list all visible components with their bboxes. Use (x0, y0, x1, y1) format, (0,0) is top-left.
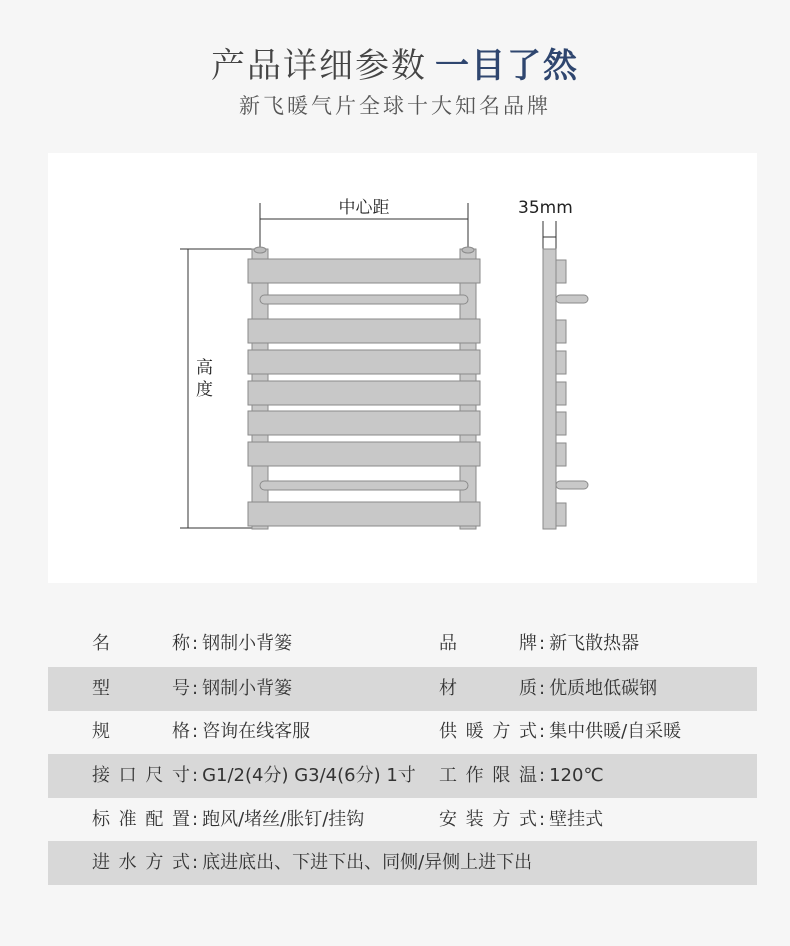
side-panel (556, 320, 566, 343)
spec-label: 进水方式 (92, 852, 190, 873)
left-cap (254, 247, 266, 253)
spec-left: 型 号 : 钢制小背篓 (92, 667, 292, 711)
title-main: 产品详细参数 (211, 46, 427, 86)
spec-label: 工作限温 (439, 765, 537, 786)
spec-label: 品 牌 (439, 633, 537, 654)
radiator-diagram (48, 153, 757, 583)
panel (248, 442, 480, 466)
spec-label: 接口尺寸 (92, 765, 190, 786)
panel (248, 319, 480, 343)
spec-row (48, 754, 757, 798)
radiator-drawing (48, 153, 757, 583)
side-panel (556, 503, 566, 526)
spec-label: 安装方式 (439, 809, 537, 830)
side-panel (556, 351, 566, 374)
side-panel (556, 382, 566, 405)
spec-row (48, 798, 757, 842)
spec-right: 材 质 : 优质地低碳钢 (439, 667, 657, 711)
spec-value: 底进底出、下进下出、同侧/异侧上进下出 (202, 852, 533, 873)
spec-value: 钢制小背篓 (202, 678, 293, 699)
spec-right: 安装方式 : 壁挂式 (439, 798, 603, 842)
spec-left: 规 格 : 咨询在线客服 (92, 710, 310, 754)
spec-left: 进水方式 : 底进底出、下进下出、同侧/异侧上进下出 (92, 841, 532, 885)
spec-value: G1/2(4分) G3/4(6分) 1寸 (202, 765, 416, 786)
title-accent: 一目了然 (435, 46, 579, 86)
spec-value: 新飞散热器 (549, 633, 640, 654)
right-cap (462, 247, 474, 253)
spec-row (48, 667, 757, 711)
spec-value: 优质地低碳钢 (549, 678, 658, 699)
spec-left: 标准配置 : 跑风/堵丝/胀钉/挂钩 (92, 798, 364, 842)
spec-value: 钢制小背篓 (202, 633, 293, 654)
spec-value: 跑风/堵丝/胀钉/挂钩 (202, 809, 365, 830)
side-tube (543, 249, 556, 529)
spec-label: 标准配置 (92, 809, 190, 830)
spec-value: 咨询在线客服 (202, 721, 311, 742)
side-panel (556, 443, 566, 466)
side-towel-bar (556, 481, 588, 489)
spec-value: 壁挂式 (549, 809, 604, 830)
panel (248, 350, 480, 374)
spec-value: 集中供暖/自采暖 (549, 721, 682, 742)
spec-right: 工作限温 : 120℃ (439, 754, 604, 798)
panel (248, 502, 480, 526)
depth-label: 35mm (518, 198, 573, 218)
spec-label: 型 号 (92, 678, 190, 699)
side-panel (556, 412, 566, 435)
spec-right: 品 牌 : 新飞散热器 (439, 622, 639, 666)
spec-label: 材 质 (439, 678, 537, 699)
spec-label: 名 称 (92, 633, 190, 654)
towel-bar (260, 295, 468, 304)
height-label: 高度 (196, 358, 213, 400)
towel-bar (260, 481, 468, 490)
width-label: 中心距 (338, 198, 390, 218)
panel (248, 381, 480, 405)
spec-row (48, 841, 757, 885)
page-subtitle: 新飞暖气片全球十大知名品牌 (239, 94, 551, 118)
spec-label: 供暖方式 (439, 721, 537, 742)
panel (248, 259, 480, 283)
spec-right: 供暖方式 : 集中供暖/自采暖 (439, 710, 681, 754)
spec-row (48, 710, 757, 754)
side-towel-bar (556, 295, 588, 303)
spec-value: 120℃ (549, 765, 604, 786)
spec-left: 接口尺寸 : G1/2(4分) G3/4(6分) 1寸 (92, 754, 416, 798)
side-panel (556, 260, 566, 283)
spec-label: 规 格 (92, 721, 190, 742)
panel (248, 411, 480, 435)
spec-left: 名 称 : 钢制小背篓 (92, 622, 292, 666)
spec-row (48, 622, 757, 666)
page-title (0, 38, 790, 87)
